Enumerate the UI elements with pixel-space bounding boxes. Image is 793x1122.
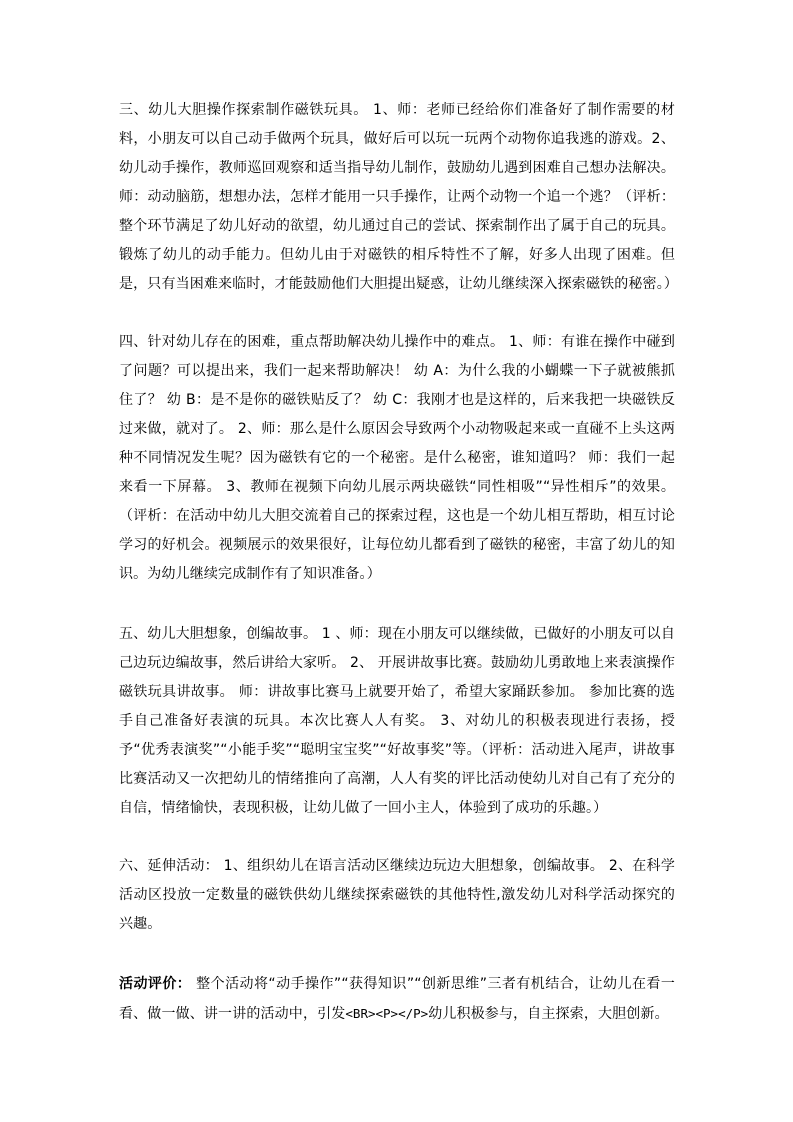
evaluation-label: 活动评价： <box>119 976 192 992</box>
evaluation-html-code: <BR><P></P> <box>345 1006 429 1021</box>
evaluation-text-after: 幼儿积极参与，自主探索，大胆创新。 <box>428 1006 669 1022</box>
paragraph-section-3: 三、幼儿大胆操作探索制作磁铁玩具。 1、师：老师已经给你们准备好了制作需要的材料，小朋友可以自己动手做两个玩具，做好后可以玩一玩两个动物你追我逃的游戏。2、幼儿动手操作，教师巡回观察和适当指导幼儿制作，鼓励幼儿遇到困难自己想办法解决。 师：动动脑筋，想想办法，怎样才能用一只手操作，让两个动物一个追一个逃？（评析：整个环节满足了幼儿好动的欲望，幼儿通过自己的尝试、探索制作出了属于自己的玩具。锻炼了幼儿的动手能力。但幼儿由于对磁铁的相斥特性不了解，好多人出现了困难。但是，只有当困难来临时，才能鼓励他们大胆提出疑惑，让幼儿继续深入探索磁铁的秘密。） <box>119 102 678 292</box>
paragraph-section-5: 五、幼儿大胆想象，创编故事。 1 、师：现在小朋友可以继续做，已做好的小朋友可以自己边玩边编故事，然后讲给大家听。 2、 开展讲故事比赛。鼓励幼儿勇敢地上来表演操作磁铁玩具讲故事。 师：讲故事比赛马上就要开始了，希望大家踊跃参加。 参加比赛的选手自己准备好表演的玩具。本次比赛人人有奖。 3、对幼儿的积极表现进行表扬，授予“优秀表演奖”“小能手奖”“聪明宝宝奖”“好故事奖”等。（评析：活动进入尾声，讲故事比赛活动又一次把幼儿的情绪推向了高潮，人人有奖的评比活动使幼儿对自己有了充分的自信，情绪愉快，表现积极，让幼儿做了一回小主人，体验到了成功的乐趣。） <box>119 626 675 816</box>
paragraph-section-4: 四、针对幼儿存在的困难，重点帮助解决幼儿操作中的难点。 1、师：有谁在操作中碰到了问题？可以提出来，我们一起来帮助解决！ 幼 A：为什么我的小蝴蝶一下子就被熊抓住了？ 幼 B：是不是你的磁铁贴反了？ 幼 C：我刚才也是这样的，后来我把一块磁铁反过来做，就对了。 2、师：那么是什么原因会导致两个小动物吸起来或一直碰不上头这两种不同情况发生呢？因为磁铁有它的一个秘密。是什么秘密，谁知道吗？ 师：我们一起来看一下屏幕。 3、教师在视频下向幼儿展示两块磁铁“同性相吸”“异性相斥”的效果。（评析：在活动中幼儿大胆交流着自己的探索过程，这也是一个幼儿相互帮助，相互讨论学习的好机会。视频展示的效果很好，让每位幼儿都看到了磁铁的秘密，丰富了幼儿的知识。为幼儿继续完成制作有了知识准备。） <box>119 334 675 582</box>
evaluation-text-before: 整个活动将“动手操作”“获得知识”“创新思维”三者有机结合，让幼儿在看一看、做一做、讲一讲的活动中，引发 <box>119 976 675 1022</box>
paragraph-section-6: 六、延伸活动： 1、组织幼儿在语言活动区继续边玩边大胆想象，创编故事。 2、在科学活动区投放一定数量的磁铁供幼儿继续探索磁铁的其他特性,激发幼儿对科学活动探究的兴趣。 <box>119 858 675 932</box>
document-page <box>119 96 678 1029</box>
paragraph-evaluation <box>119 970 675 1029</box>
